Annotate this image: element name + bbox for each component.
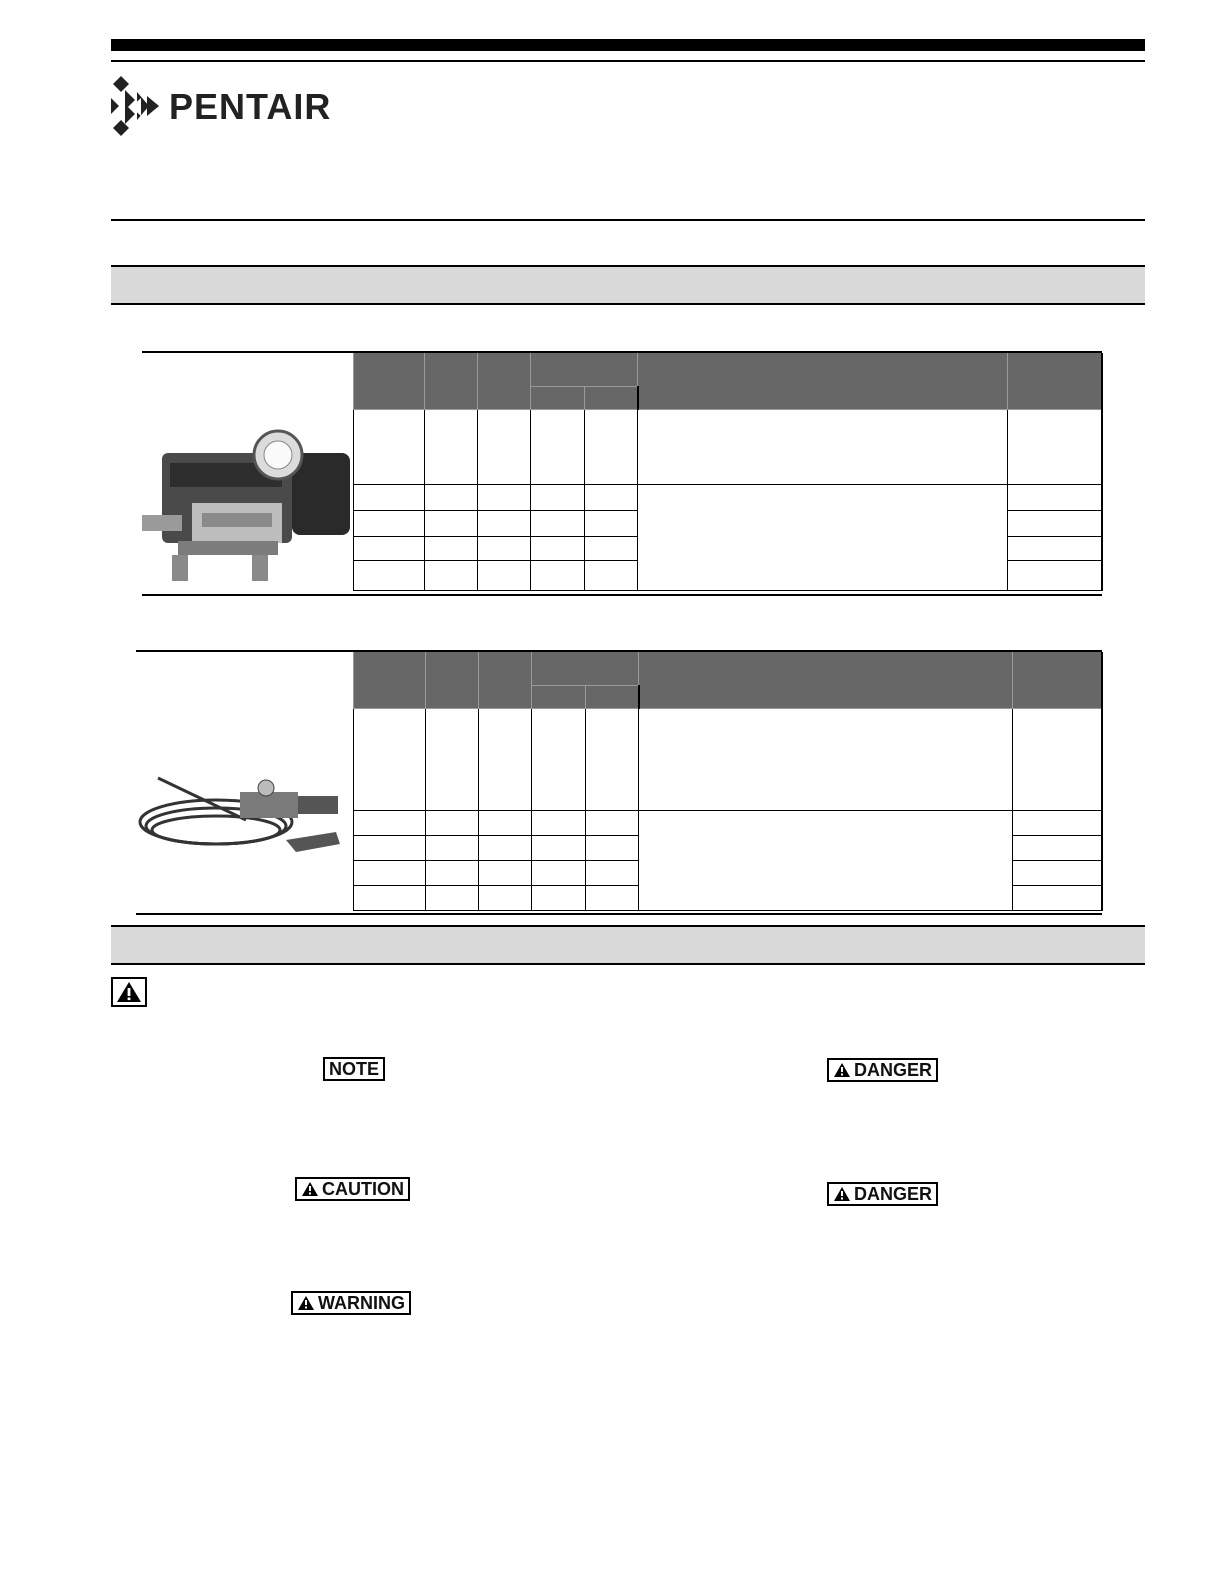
warning-triangle-icon xyxy=(833,1186,851,1202)
brand-name: PENTAIR xyxy=(169,86,332,127)
caution-label-text: CAUTION xyxy=(322,1179,404,1199)
top-thin-rule xyxy=(111,60,1145,62)
danger-label-text: DANGER xyxy=(854,1060,933,1080)
table-row xyxy=(354,484,1102,510)
table-row xyxy=(354,810,1102,835)
warning-label-text: WARNING xyxy=(318,1293,405,1313)
pump-photo xyxy=(142,353,354,594)
note-label-text: NOTE xyxy=(323,1057,385,1081)
top-thick-rule xyxy=(111,39,1145,51)
pressure-washer-kit-photo xyxy=(136,652,354,913)
note-label xyxy=(323,1057,385,1081)
warning-triangle-icon xyxy=(833,1062,851,1078)
section-band-1 xyxy=(111,265,1145,305)
warning-triangle-icon xyxy=(297,1295,315,1311)
table-row xyxy=(354,409,1102,484)
safety-alert-symbol xyxy=(111,977,147,1007)
header-rule xyxy=(111,219,1145,221)
section-band-2 xyxy=(111,925,1145,965)
caution-label xyxy=(295,1177,410,1202)
warning-label xyxy=(291,1291,411,1316)
danger-label-text: DANGER xyxy=(854,1184,933,1204)
spec-block-1 xyxy=(142,351,1102,596)
warning-triangle-icon xyxy=(113,979,145,1005)
danger-label-2 xyxy=(827,1182,938,1207)
spec-block-2 xyxy=(136,650,1102,915)
danger-label-1 xyxy=(827,1058,938,1083)
table-row xyxy=(354,708,1102,810)
pentair-logo xyxy=(111,74,371,140)
spec-table-1 xyxy=(353,353,1103,591)
warning-triangle-icon xyxy=(301,1181,319,1197)
pentair-logo-icon xyxy=(111,74,161,140)
spec-table-2 xyxy=(353,652,1103,911)
